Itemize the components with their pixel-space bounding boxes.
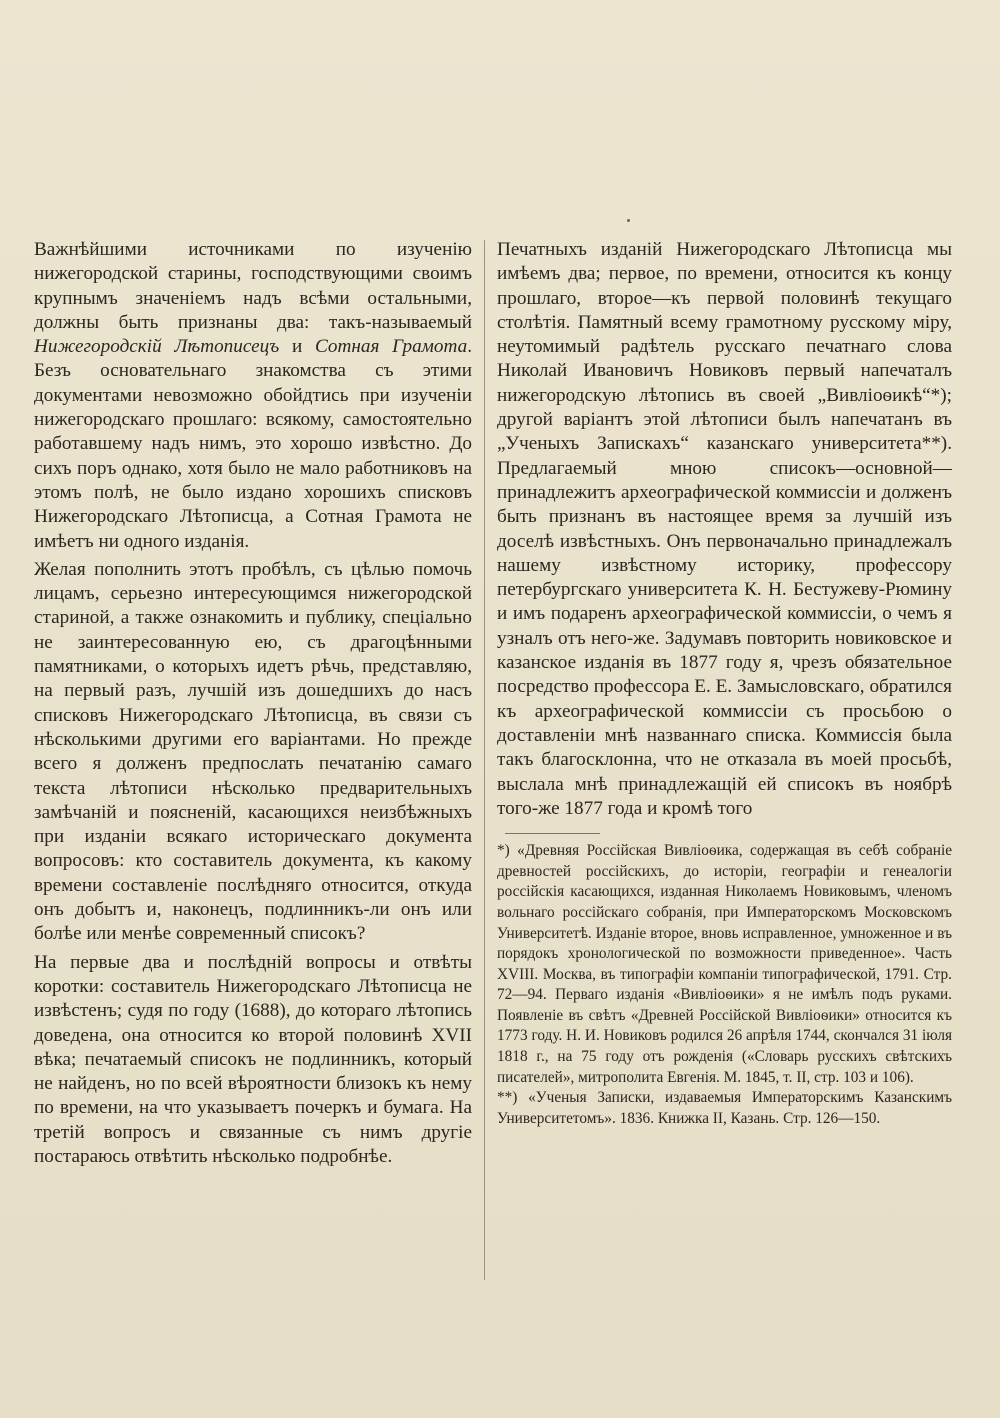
paragraph-editions: Печатныхъ изданій Нижегородскаго Лѣтописца мы имѣемъ два; первое, по времени, относится къ концу прошлаго, второе—къ первой половинѣ текущаго столѣтія. Памятный всему грамотному русскому міру, неутомимый радѣтель русскаго печатнаго слова Николай Ивановичъ Новиковъ первый напечаталъ нижегородскую лѣтопись въ своей „Вивліоѳикѣ“*); другой варіантъ этой лѣтописи былъ напечатанъ въ „Ученыхъ Запискахъ“ казанскаго университета**). Предлагаемый мною списокъ—основной—принадлежитъ археографической коммиссіи и долженъ быть признанъ въ настоящее время за лучшій изъ доселѣ извѣстныхъ. Онъ первоначально принадлежалъ нашему извѣстному историку, профессору петербургскаго университета К. Н. Бестужеву-Рюмину и имъ подаренъ археографической коммиссіи, о чемъ я узналъ отъ него-же. Задумавъ повторить новиковское и казанское изданія въ 1877 году я, чрезъ обязательное посредство профессора Е. Е. Замысловскаго, обратился къ археографической коммиссіи съ просьбою о доставленіи мнѣ названнаго списка. Коммиссія была такъ благосклонна, что не отказала въ моей просьбѣ, выслала мнѣ принадлежащій ей списокъ въ ноябрѣ того-же 1877 года и кромѣ того — [497, 239, 952, 819]
paragraph-sources-text-start: Важнѣйшими источниками по изученію нижегородской старины, господствующими своимъ крупнымъ значеніемъ надъ всѣми остальными, должны быть признаны два: такъ-называемый — [34, 239, 472, 333]
left-column — [34, 238, 472, 1169]
paragraph-sources — [34, 238, 472, 554]
title-nizhny-chronicle: Нижегородскій Лѣтописецъ — [34, 336, 280, 358]
print-speck — [627, 219, 630, 222]
title-sotnaya-gramota: Сотная Грамота — [314, 336, 468, 358]
paragraph-answers: На первые два и послѣдній вопросы и отвѣты коротки: составитель Нижегородскаго Лѣтописца не извѣстенъ; судя по году (1688), до котораго лѣтопись доведена, она относится ко второй половинѣ XVII вѣка; печатаемый списокъ не подлинникъ, который не найденъ, но по всей вѣроятности близокъ къ нему по времени, на что указываетъ почеркъ и бумага. На третій вопросъ и связанные съ нимъ другіе постараюсь отвѣтить нѣсколько подробнѣе. — [34, 951, 472, 1167]
column-divider — [484, 240, 485, 1280]
paragraph-sources-text-end: . Безъ основательнаго знакомства съ этими документами невозможно обойдтись при изученіи нижегородскаго прошлаго: всякому, самостоятельно работавшему надъ нимъ, это хорошо извѣстно. До сихъ поръ однако, хотя было не мало работниковъ на этомъ полѣ, не было издано хорошихъ списковъ Нижегородскаго Лѣтописца, а Сотная Грамота не имѣетъ ни одного изданія. — [34, 336, 472, 552]
footnote-vivliofika: *) «Древняя Россійская Вивліоѳика, содержащая въ себѣ собраніе древностей россійскихъ, до исторіи, географіи и генеалогіи россійскія касающихся, изданная Николаемъ Новиковымъ, членомъ вольнаго россійскаго собранія, при Императорскомъ Московскомъ Университетѣ. Изданіе второе, вновь исправленное, умноженное и въ порядокъ хронологической по возможности приведенное». Часть XVIII. Москва, въ типографіи компаніи типографической, 1791. Стр. 72—94. Перваго изданія «Вивліоѳики» я не имѣлъ подъ руками. Появленіе въ свѣтъ «Древней Россійской Вивліоѳики» относится къ 1773 году. Н. И. Новиковъ родился 26 апрѣля 1744, скончался 31 іюля 1818 г., на 75 году отъ рожденія («Словарь русскихъ свѣтскихъ писателей», митрополита Евгенія. М. 1845, т. II, стр. 103 и 106). — [497, 842, 952, 1086]
footnote-rule — [505, 833, 600, 834]
paragraph-purpose: Желая пополнить этотъ пробѣлъ, съ цѣлью помочь лицамъ, серьезно интересующимся нижегородской стариной, а также ознакомить и публику, спеціально не заинтересованную ею, съ драгоцѣнными памятниками, о которыхъ идетъ рѣчь, представляю, на первый разъ, лучшій изъ дошедшихъ до насъ списковъ Нижегородскаго Лѣтописца, въ связи съ нѣсколькими другими его варіантами. Но прежде всего я долженъ предпослать печатанію самаго текста лѣтописи нѣсколько предварительныхъ замѣчаній и поясненій, касающихся неизбѣжныхъ при изданіи всякаго историческаго документа вопросовъ: кто составитель документа, къ какому времени составленіе послѣдняго относится, откуда онъ добытъ и, наконецъ, подлинникъ-ли онъ или болѣе или менѣе современный списокъ? — [34, 558, 472, 945]
paragraph-sources-conjunction: и — [279, 336, 315, 358]
footnote-kazan-notes: **) «Ученыя Записки, издаваемыя Императорскимъ Казанскимъ Университетомъ». 1836. Книжка II, Казань. Стр. 126—150. — [497, 1089, 952, 1127]
right-column — [497, 238, 952, 1129]
